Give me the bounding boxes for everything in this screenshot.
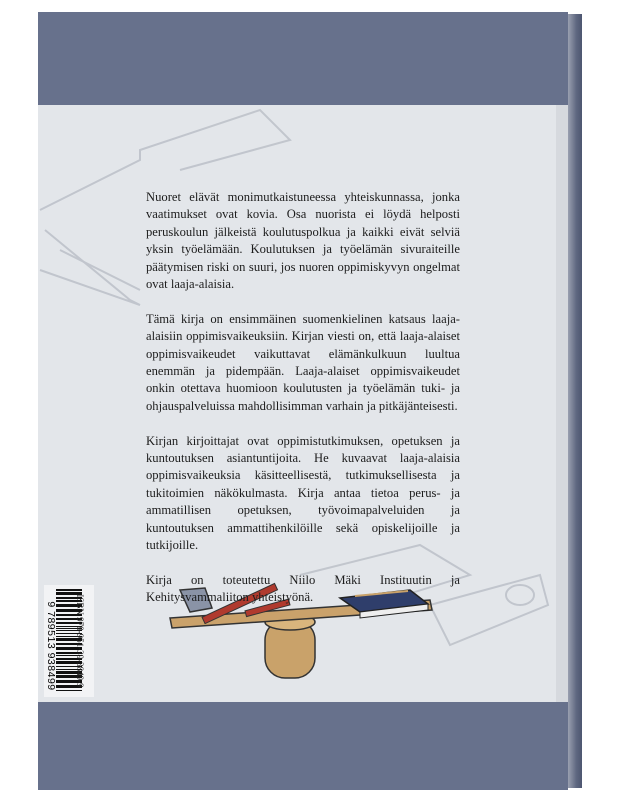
barcode-digits: 9 789513 938499 [45, 601, 57, 691]
blurb-paragraph: Kirjan kirjoittajat ovat oppimistutkimuksen, opetuksen ja kuntoutuksen asiantuntijoita. He kuvaavat laaja-alaisia oppimisvaikeuksia käsitteellisestä, tutkimuksellisesta ja tukitoimien näkökulmasta. Kirja antaa tietoa perus- ja ammatillisen opetuksen, työvoimapalveluiden ja kuntoutuksen ammattihenkilöille sekä opiskelijoille ja tutkijoille. [146, 433, 460, 553]
isbn-label: ISBN 978-951-39-3849-9 [75, 594, 85, 688]
blurb-text [146, 189, 460, 624]
blurb-paragraph: Tämä kirja on ensimmäinen suomenkielinen katsaus laaja-alaisiin oppimisvaikeuksiin. Kirjan viesti on, että laaja-alaiset oppimisvaikeudet vaikuttavat elämänkulkuun luultua enemmän ja pidempään. Laaja-alaiset oppimisvaikeudet onkin otettava huomioon koulutusten ja työelämän tuki- ja ohjauspalveluissa mahdollisimman varhain ja pitkäjänteisesti. [146, 311, 460, 413]
blurb-paragraph: Nuoret elävät monimutkaistuneessa yhteiskunnassa, jonka vaatimukset ovat kovia. Osa nuorista ei löydä helposti peruskoulun jälkeistä koulutuspolkua ja kaikki eivät selviä yksin työelämään. Koulutuksen ja työelämän sivuraiteille päätymisen riski on suuri, jos nuoren oppimiskyvyn ongelmat ovat laaja-alaisia. [146, 190, 460, 292]
blurb-paragraph: Kirja on toteutettu Niilo Mäki Instituutin ja Kehitysvammaliiton yhteistyönä. [146, 572, 460, 605]
